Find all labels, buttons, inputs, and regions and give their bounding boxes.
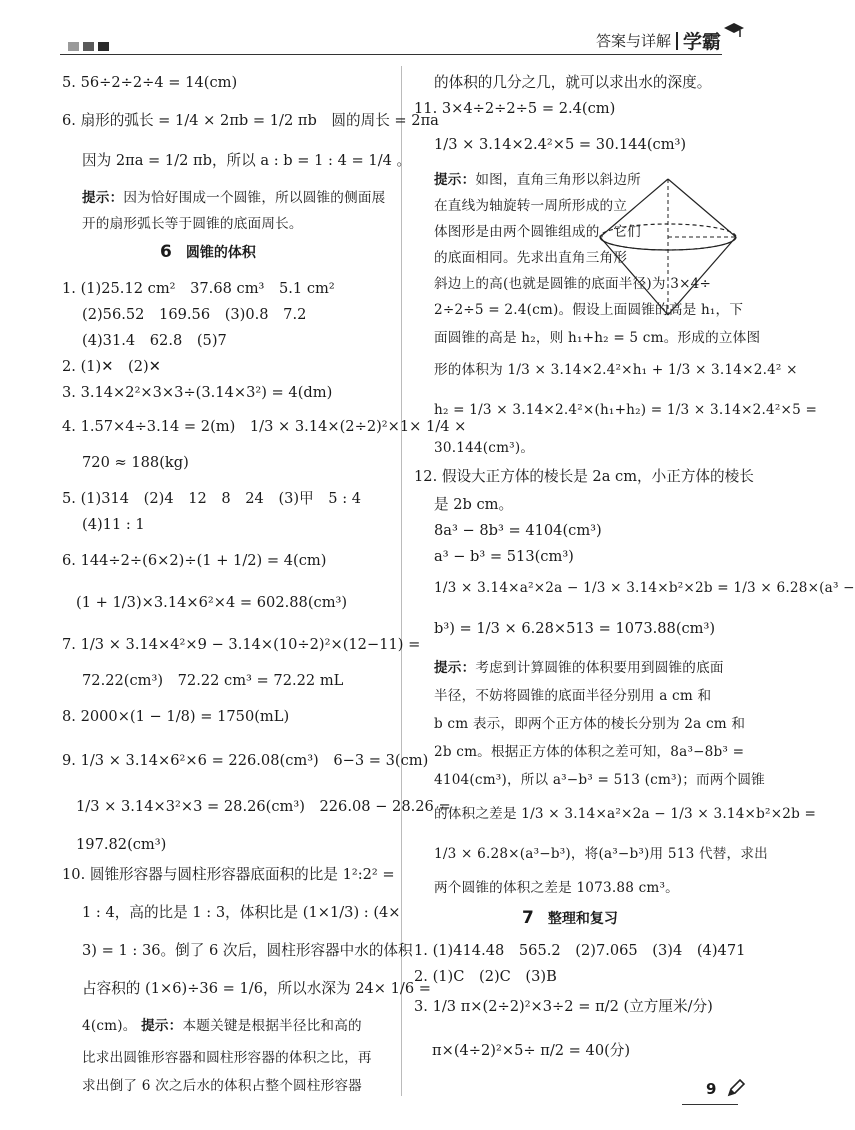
answer-line: a³ − b³ = 513(cm³) xyxy=(434,548,574,565)
hint-line: 1/3 × 6.28×(a³−b³)，将(a³−b³)用 513 代替，求出 xyxy=(434,846,768,862)
answer-line: 720 ≈ 188(kg) xyxy=(82,454,189,471)
answer-line: 2. (1)✕ (2)✕ xyxy=(62,358,161,375)
section-number: 6 xyxy=(160,242,172,262)
answer-line: 1/3 × 3.14×2.4²×5 = 30.144(cm³) xyxy=(434,136,687,153)
header-square xyxy=(98,42,109,51)
footer-rule xyxy=(682,1104,738,1105)
hint-line: 求出倒了 6 次之后水的体积占整个圆柱形容器 xyxy=(82,1078,362,1094)
pencil-icon xyxy=(726,1078,746,1098)
answer-line: 8. 2000×(1 − 1/8) = 1750(mL) xyxy=(62,708,290,725)
hint-line xyxy=(82,192,385,206)
double-cone-figure xyxy=(588,175,748,320)
hint-line: 的体积之差是 1/3 × 3.14×a²×2a − 1/3 × 3.14×b²×2b = xyxy=(434,806,817,822)
answer-line: 11. 3×4÷2÷2÷5 = 2.4(cm) xyxy=(414,100,616,117)
hint-line: 的底面相同。先求出直角三角形 xyxy=(434,250,628,266)
header-separator xyxy=(676,32,678,50)
answer-text: 4(cm)。 xyxy=(82,1018,137,1034)
answer-line: 占容积的 (1×6)÷36 = 1/6，所以水深为 24× 1/6 = xyxy=(82,980,431,997)
hint-line: 开的扇形弧长等于圆锥的底面周长。 xyxy=(82,216,303,232)
hint-label: 提示： xyxy=(434,660,476,676)
header-brand: 学霸 xyxy=(683,31,722,53)
answer-line: 7. 1/3 × 3.14×4²×9 − 3.14×(10÷2)²×(12−11) = xyxy=(62,636,421,653)
hint-text: 如图，直角三角形以斜边所 xyxy=(475,172,641,188)
answer-line: 6. 扇形的弧长 = 1/4 × 2πb = 1/2 πb 圆的周长 = 2πa xyxy=(62,112,439,129)
header-square xyxy=(83,42,94,51)
hint-line: h₂ = 1/3 × 3.14×2.4²×(h₁+h₂) = 1/3 × 3.14×2.4²×5 = xyxy=(434,402,818,418)
header-square xyxy=(68,42,79,51)
hint-text: 考虑到计算圆锥的体积要用到圆锥的底面 xyxy=(475,660,724,676)
answer-line: 6. 144÷2÷(6×2)÷(1 + 1/2) = 4(cm) xyxy=(62,552,327,569)
hint-line: 2÷2÷5 = 2.4(cm)。假设上面圆锥的高是 h₁，下 xyxy=(434,302,744,318)
hint-line: 4104(cm³)，所以 a³−b³ = 513 (cm³)；而两个圆锥 xyxy=(434,772,765,788)
header-title: 答案与详解 xyxy=(596,32,672,50)
answer-line xyxy=(82,1020,362,1034)
answer-line: 197.82(cm³) xyxy=(76,836,167,853)
answer-line: 的体积的几分之几，就可以求出水的深度。 xyxy=(434,74,712,91)
hint-label: 提示： xyxy=(141,1018,183,1034)
section-title: 整理和复习 xyxy=(547,911,618,927)
hint-line: 半径，不妨将圆锥的底面半径分别用 a cm 和 xyxy=(434,688,712,704)
header-rule xyxy=(60,54,722,55)
answer-line: (2)56.52 169.56 (3)0.8 7.2 xyxy=(82,306,307,323)
section-heading-7 xyxy=(522,910,618,927)
answer-line: 是 2b cm。 xyxy=(434,496,514,513)
answer-line: 2. (1)C (2)C (3)B xyxy=(414,968,557,985)
hint-line: 比求出圆锥形容器和圆柱形容器的体积之比，再 xyxy=(82,1050,372,1066)
hint-line: 2b cm。根据正方体的体积之差可知，8a³−8b³ = xyxy=(434,744,745,760)
page-number: 9 xyxy=(706,1080,717,1098)
section-title: 圆锥的体积 xyxy=(185,245,256,261)
graduation-cap-icon xyxy=(722,20,746,42)
page-header xyxy=(0,0,800,62)
answer-line: 1. (1)25.12 cm² 37.68 cm³ 5.1 cm² xyxy=(62,280,335,297)
hint-text: 因为恰好围成一个圆锥，所以圆锥的侧面展 xyxy=(123,190,386,206)
answer-line: 因为 2πa = 1/2 πb，所以 a : b = 1 : 4 = 1/4 。 xyxy=(82,152,412,169)
answer-line: 3. 3.14×2²×3×3÷(3.14×3²) = 4(dm) xyxy=(62,384,333,401)
answer-line: 10. 圆锥形容器与圆柱形容器底面积的比是 1²:2² = xyxy=(62,866,395,883)
answer-line: (1 + 1/3)×3.14×6²×4 = 602.88(cm³) xyxy=(76,594,348,611)
answer-line: b³) = 1/3 × 6.28×513 = 1073.88(cm³) xyxy=(434,620,716,637)
hint-line: 面圆锥的高是 h₂，则 h₁+h₂ = 5 cm。形成的立体图 xyxy=(434,330,761,346)
answer-line: (4)31.4 62.8 (5)7 xyxy=(82,332,227,349)
answer-line: 8a³ − 8b³ = 4104(cm³) xyxy=(434,522,602,539)
hint-line: b cm 表示，即两个正方体的棱长分别为 2a cm 和 xyxy=(434,716,746,732)
hint-label: 提示： xyxy=(82,190,124,206)
hint-line: 两个圆锥的体积之差是 1073.88 cm³。 xyxy=(434,880,679,896)
answer-line: 4. 1.57×4÷3.14 = 2(m) 1/3 × 3.14×(2÷2)²×1× 1/4 × xyxy=(62,418,467,435)
answer-line: 1/3 × 3.14×3²×3 = 28.26(cm³) 226.08 − 28.26 = xyxy=(76,798,451,815)
section-number: 7 xyxy=(522,908,534,928)
hint-line: 在直线为轴旋转一周所形成的立 xyxy=(434,198,628,214)
answer-line: 72.22(cm³) 72.22 cm³ = 72.22 mL xyxy=(82,672,344,689)
hint-line xyxy=(434,662,724,676)
answer-line: 5. 56÷2÷2÷4 = 14(cm) xyxy=(62,74,238,91)
answer-line: 12. 假设大正方体的棱长是 2a cm，小正方体的棱长 xyxy=(414,468,754,485)
hint-line: 斜边上的高(也就是圆锥的底面半径)为 3×4÷ xyxy=(434,276,712,292)
header-squares xyxy=(68,42,109,51)
answer-line: 1 : 4，高的比是 1 : 3，体积比是 (1×1/3) : (4× xyxy=(82,904,401,921)
answer-line: 3. 1/3 π×(2÷2)²×3÷2 = π/2 (立方厘米/分) xyxy=(414,998,713,1015)
hint-text: 本题关键是根据半径比和高的 xyxy=(182,1018,362,1034)
answer-line: 9. 1/3 × 3.14×6²×6 = 226.08(cm³) 6−3 = 3(cm) xyxy=(62,752,429,769)
hint-label: 提示： xyxy=(434,172,476,188)
hint-line: 30.144(cm³)。 xyxy=(434,440,535,456)
answer-line: 3) = 1 : 36。倒了 6 次后，圆柱形容器中水的体积 xyxy=(82,942,413,959)
section-heading-6 xyxy=(160,244,256,261)
hint-line: 体图形是由两个圆锥组成的，它们 xyxy=(434,224,641,240)
hint-line: 形的体积为 1/3 × 3.14×2.4²×h₁ + 1/3 × 3.14×2.4² × xyxy=(434,362,798,378)
answer-line: 5. (1)314 (2)4 12 8 24 (3)甲 5 : 4 xyxy=(62,490,362,507)
answer-line: π×(4÷2)²×5÷ π/2 = 40(分) xyxy=(432,1042,631,1059)
answer-line: (4)11 : 1 xyxy=(82,516,145,533)
answer-line: 1/3 × 3.14×a²×2a − 1/3 × 3.14×b²×2b = 1/3 × 6.28×(a³ − xyxy=(434,580,855,596)
answer-line: 1. (1)414.48 565.2 (2)7.065 (3)4 (4)471 xyxy=(414,942,746,959)
